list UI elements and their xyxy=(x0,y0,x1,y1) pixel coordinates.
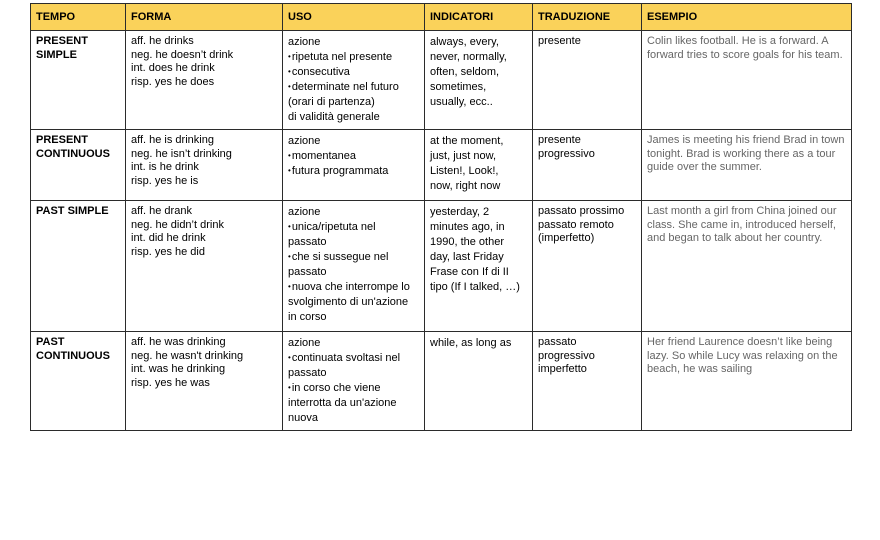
traduzione-cell xyxy=(533,130,642,201)
forma-line: risp. yes he is xyxy=(131,174,199,187)
uso-line: in corso xyxy=(288,311,327,324)
uso-cell xyxy=(283,31,425,130)
forma-line: neg. he didn’t drink xyxy=(131,218,224,231)
forma-cell xyxy=(126,31,283,130)
forma-line: neg. he isn’t drinking xyxy=(131,147,232,160)
indicatori-line: often, seldom, xyxy=(430,66,500,79)
forma-cell xyxy=(126,130,283,201)
traduzione-line: presente xyxy=(538,35,581,48)
traduzione-line: passato xyxy=(538,336,577,349)
tempo-cell xyxy=(31,332,126,431)
tempo-label: CONTINUOUS xyxy=(36,147,110,160)
forma-line: neg. he wasn't drinking xyxy=(131,349,244,362)
uso-bullet-item: • unica/ripetuta nel xyxy=(288,220,419,235)
indicatori-line: Frase con If di II xyxy=(430,266,509,279)
uso-line: azione xyxy=(288,135,321,148)
forma-line: risp. yes he does xyxy=(131,75,215,88)
uso-cell xyxy=(283,332,425,431)
header-esempio: ESEMPIO xyxy=(642,4,852,31)
uso-cell xyxy=(283,130,425,201)
uso-line: passato xyxy=(288,236,327,249)
tempo-cell xyxy=(31,201,126,332)
indicatori-line: tipo (If I talked, …) xyxy=(430,281,520,294)
forma-line: aff. he was drinking xyxy=(131,336,226,349)
indicatori-line: always, every, xyxy=(430,36,499,49)
forma-line: aff. he drank xyxy=(131,205,192,218)
uso-bullet-item: • momentanea xyxy=(288,149,419,164)
forma-line: risp. yes he was xyxy=(131,376,210,389)
uso-bullet-item: • futura programmata xyxy=(288,164,419,179)
forma-cell xyxy=(126,332,283,431)
forma-cell xyxy=(126,201,283,332)
header-row xyxy=(31,4,852,31)
forma-line: neg. he doesn’t drink xyxy=(131,48,234,61)
traduzione-cell xyxy=(533,332,642,431)
uso-line: (orari di partenza) xyxy=(288,96,375,109)
indicatori-line: while, as long as xyxy=(430,337,512,350)
indicatori-line: 1990, the other xyxy=(430,236,505,249)
tempo-label: PAST SIMPLE xyxy=(36,205,109,218)
esempio-cell: James is meeting his friend Brad in town tonight. Brad is working there as a tour guide over the summer. xyxy=(642,130,852,201)
tempo-cell xyxy=(31,130,126,201)
esempio-cell: Colin likes football. He is a forward. A forward tries to score goals for his team. xyxy=(642,31,852,130)
indicatori-cell xyxy=(425,201,533,332)
header-tempo: TEMPO xyxy=(31,4,126,31)
traduzione-line: progressivo xyxy=(538,147,595,160)
header-forma: FORMA xyxy=(126,4,283,31)
traduzione-cell xyxy=(533,201,642,332)
uso-line: azione xyxy=(288,337,321,350)
traduzione-line: passato prossimo xyxy=(538,205,625,218)
table-row xyxy=(31,332,852,431)
tempo-cell xyxy=(31,31,126,130)
table-row xyxy=(31,130,852,201)
uso-bullet-item: • in corso che viene xyxy=(288,381,419,396)
tempo-label: PRESENT xyxy=(36,134,88,147)
indicatori-line: day, last Friday xyxy=(430,251,504,264)
forma-line: risp. yes he did xyxy=(131,245,205,258)
indicatori-line: at the moment, xyxy=(430,135,504,148)
tempo-label: PRESENT xyxy=(36,35,88,48)
header-uso: USO xyxy=(283,4,425,31)
esempio-cell: Her friend Laurence doesn’t like being lazy. So while Lucy was relaxing on the beach, he was sailing xyxy=(642,332,852,431)
indicatori-cell xyxy=(425,332,533,431)
tempo-label: PAST xyxy=(36,336,65,349)
uso-bullet-item: • continuata svoltasi nel xyxy=(288,351,419,366)
tempo-label: SIMPLE xyxy=(36,48,77,61)
indicatori-line: usually, ecc.. xyxy=(430,96,493,109)
indicatori-line: sometimes, xyxy=(430,81,487,94)
forma-line: aff. he is drinking xyxy=(131,134,214,147)
table-row xyxy=(31,201,852,332)
uso-bullet-item: • ripetuta nel presente xyxy=(288,50,419,65)
indicatori-line: never, normally, xyxy=(430,51,507,64)
traduzione-line: (imperfetto) xyxy=(538,232,595,245)
uso-line: nuova xyxy=(288,412,318,425)
forma-line: int. is he drink xyxy=(131,161,199,174)
indicatori-line: now, right now xyxy=(430,180,501,193)
uso-line: svolgimento di un'azione xyxy=(288,296,409,309)
forma-line: int. does he drink xyxy=(131,62,215,75)
uso-line: di validità generale xyxy=(288,111,380,124)
uso-bullet-item: • che si sussegue nel xyxy=(288,250,419,265)
forma-line: aff. he drinks xyxy=(131,35,194,48)
traduzione-line: presente xyxy=(538,134,581,147)
traduzione-cell xyxy=(533,31,642,130)
indicatori-line: just, just now, xyxy=(430,150,497,163)
uso-bullet-item: • consecutiva xyxy=(288,65,419,80)
forma-line: int. was he drinking xyxy=(131,363,226,376)
uso-bullet-item: • determinate nel futuro xyxy=(288,80,419,95)
header-traduzione: TRADUZIONE xyxy=(533,4,642,31)
uso-line: passato xyxy=(288,266,327,279)
uso-line: passato xyxy=(288,367,327,380)
header-indicatori: INDICATORI xyxy=(425,4,533,31)
uso-line: interrotta da un'azione xyxy=(288,397,397,410)
table-row xyxy=(31,31,852,130)
uso-bullet-item: • nuova che interrompe lo xyxy=(288,280,419,295)
indicatori-line: yesterday, 2 xyxy=(430,206,490,219)
indicatori-line: Listen!, Look!, xyxy=(430,165,499,178)
indicatori-line: minutes ago, in xyxy=(430,221,505,234)
forma-line: int. did he drink xyxy=(131,232,206,245)
tenses-table xyxy=(30,3,852,431)
traduzione-line: progressivo xyxy=(538,349,595,362)
indicatori-cell xyxy=(425,31,533,130)
uso-line: azione xyxy=(288,36,321,49)
esempio-cell: Last month a girl from China joined our class. She came in, introduced herself, and began to talk about her country. xyxy=(642,201,852,332)
tempo-label: CONTINUOUS xyxy=(36,349,110,362)
traduzione-line: imperfetto xyxy=(538,363,587,376)
uso-cell xyxy=(283,201,425,332)
traduzione-line: passato remoto xyxy=(538,218,614,231)
indicatori-cell xyxy=(425,130,533,201)
uso-line: azione xyxy=(288,206,321,219)
